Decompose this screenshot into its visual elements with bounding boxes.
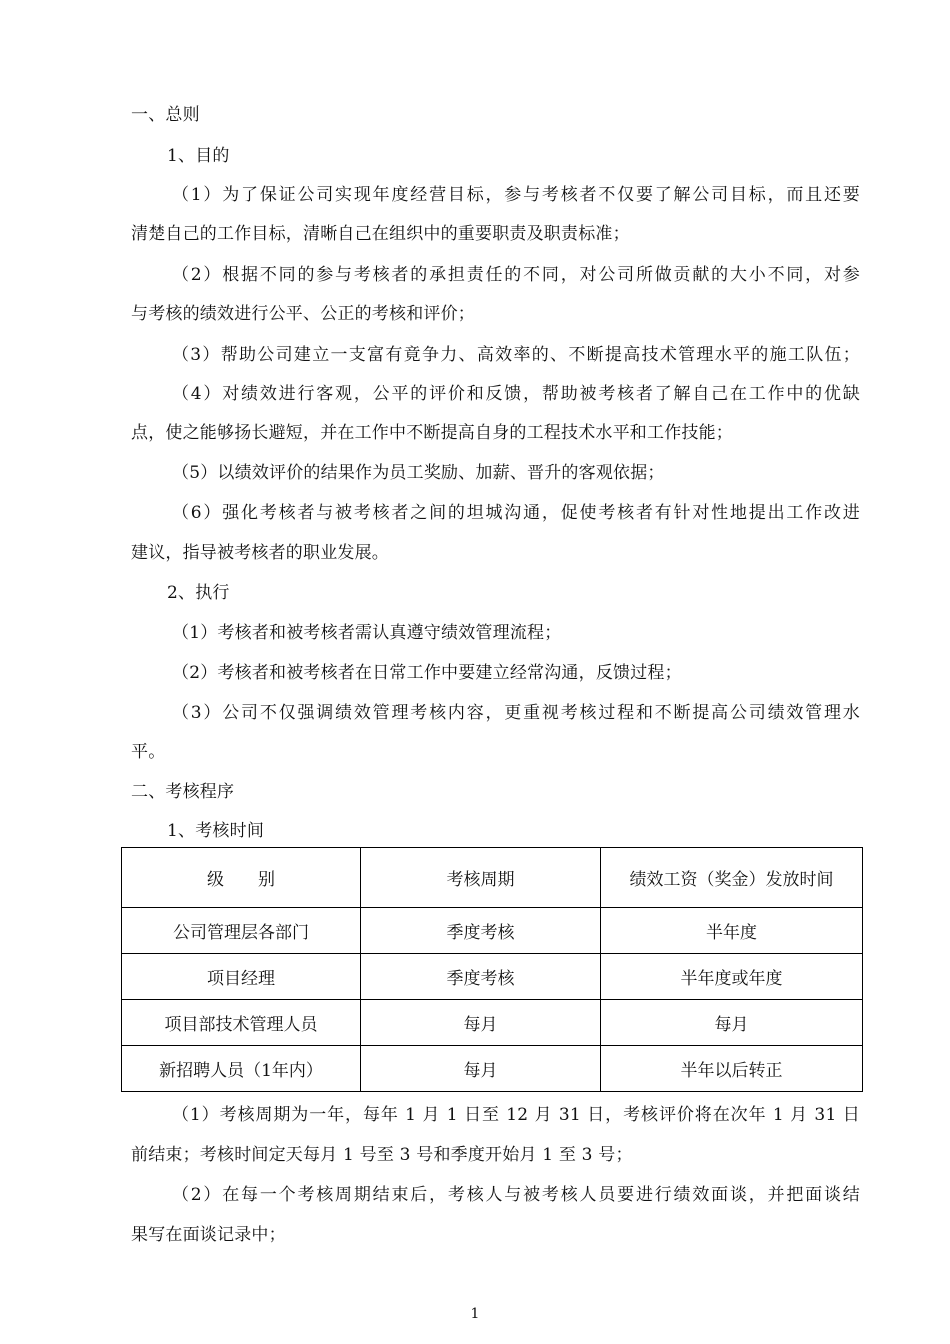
purpose-item-5: （5）以绩效评价的结果作为员工奖励、加薪、晋升的客观依据； (172, 463, 665, 483)
table-cell: 公司管理层各部门 (122, 908, 361, 954)
table-cell: 项目部技术管理人员 (122, 1000, 361, 1046)
purpose-item-6-line1: （6）强化考核者与被考核者之间的坦城沟通，促使考核者有针对性地提出工作改进 (172, 503, 860, 523)
table-cell: 半年度 (601, 908, 863, 954)
purpose-item-6-line2: 建议，指导被考核者的职业发展。 (131, 543, 389, 563)
table-cell: 季度考核 (361, 954, 601, 1000)
table-cell: 半年以后转正 (601, 1046, 863, 1092)
table-cell: 季度考核 (361, 908, 601, 954)
table-cell: 每月 (361, 1046, 601, 1092)
table-cell: 半年度或年度 (601, 954, 863, 1000)
table-cell: 每月 (361, 1000, 601, 1046)
table-header-cell: 考核周期 (361, 848, 601, 908)
table-header-row (122, 848, 863, 908)
execution-item-1: （1）考核者和被考核者需认真遵守绩效管理流程； (172, 623, 562, 643)
table-header-cell: 级 别 (122, 848, 361, 908)
table-row (122, 908, 863, 954)
assessment-schedule-table (121, 847, 863, 1092)
table-cell: 每月 (601, 1000, 863, 1046)
purpose-item-2-line2: 与考核的绩效进行公平、公正的考核和评价； (131, 304, 475, 324)
purpose-item-4-line1: （4）对绩效进行客观，公平的评价和反馈，帮助被考核者了解自己在工作中的优缺 (172, 384, 860, 404)
purpose-item-1-line1: （1）为了保证公司实现年度经营目标，参与考核者不仅要了解公司目标，而且还要 (172, 185, 860, 205)
page-number: 1 (470, 1306, 480, 1322)
table-row (122, 1046, 863, 1092)
purpose-item-3: （3）帮助公司建立一支富有竟争力、高效率的、不断提高技术管理水平的施工队伍； (172, 345, 860, 365)
table-row (122, 954, 863, 1000)
purpose-item-2-line1: （2）根据不同的参与考核者的承担责任的不同，对公司所做贡献的大小不同，对参 (172, 265, 860, 285)
note-1-line2: 前结束；考核时间定天每月 1 号至 3 号和季度开始月 1 至 3 号； (131, 1145, 633, 1165)
note-1-line1: （1）考核周期为一年，每年 1 月 1 日至 12 月 31 日，考核评价将在次年 1 月 31 日 (172, 1105, 860, 1125)
table-cell: 新招聘人员（1年内） (122, 1046, 361, 1092)
execution-item-3-line2: 平。 (131, 742, 166, 762)
subheading-assessment-time: 1、考核时间 (167, 821, 265, 841)
purpose-item-1-line2: 清楚自己的工作目标，清晰自己在组织中的重要职责及职责标准； (131, 224, 630, 244)
table-header-cell: 绩效工资（奖金）发放时间 (601, 848, 863, 908)
table-row (122, 1000, 863, 1046)
subheading-execution: 2、执行 (167, 583, 230, 603)
purpose-item-4-line2: 点，使之能够扬长避短，并在工作中不断提高自身的工程技术水平和工作技能； (131, 423, 733, 443)
note-2-line2: 果写在面谈记录中； (131, 1225, 286, 1245)
section-heading-general: 一、总则 (131, 105, 200, 125)
section-heading-procedure: 二、考核程序 (131, 782, 235, 802)
execution-item-3-line1: （3）公司不仅强调绩效管理考核内容，更重视考核过程和不断提高公司绩效管理水 (172, 703, 860, 723)
note-2-line1: （2）在每一个考核周期结束后，考核人与被考核人员要进行绩效面谈，并把面谈结 (172, 1185, 860, 1205)
execution-item-2: （2）考核者和被考核者在日常工作中要建立经常沟通，反馈过程； (172, 663, 682, 683)
subheading-purpose: 1、目的 (167, 146, 230, 166)
table-cell: 项目经理 (122, 954, 361, 1000)
